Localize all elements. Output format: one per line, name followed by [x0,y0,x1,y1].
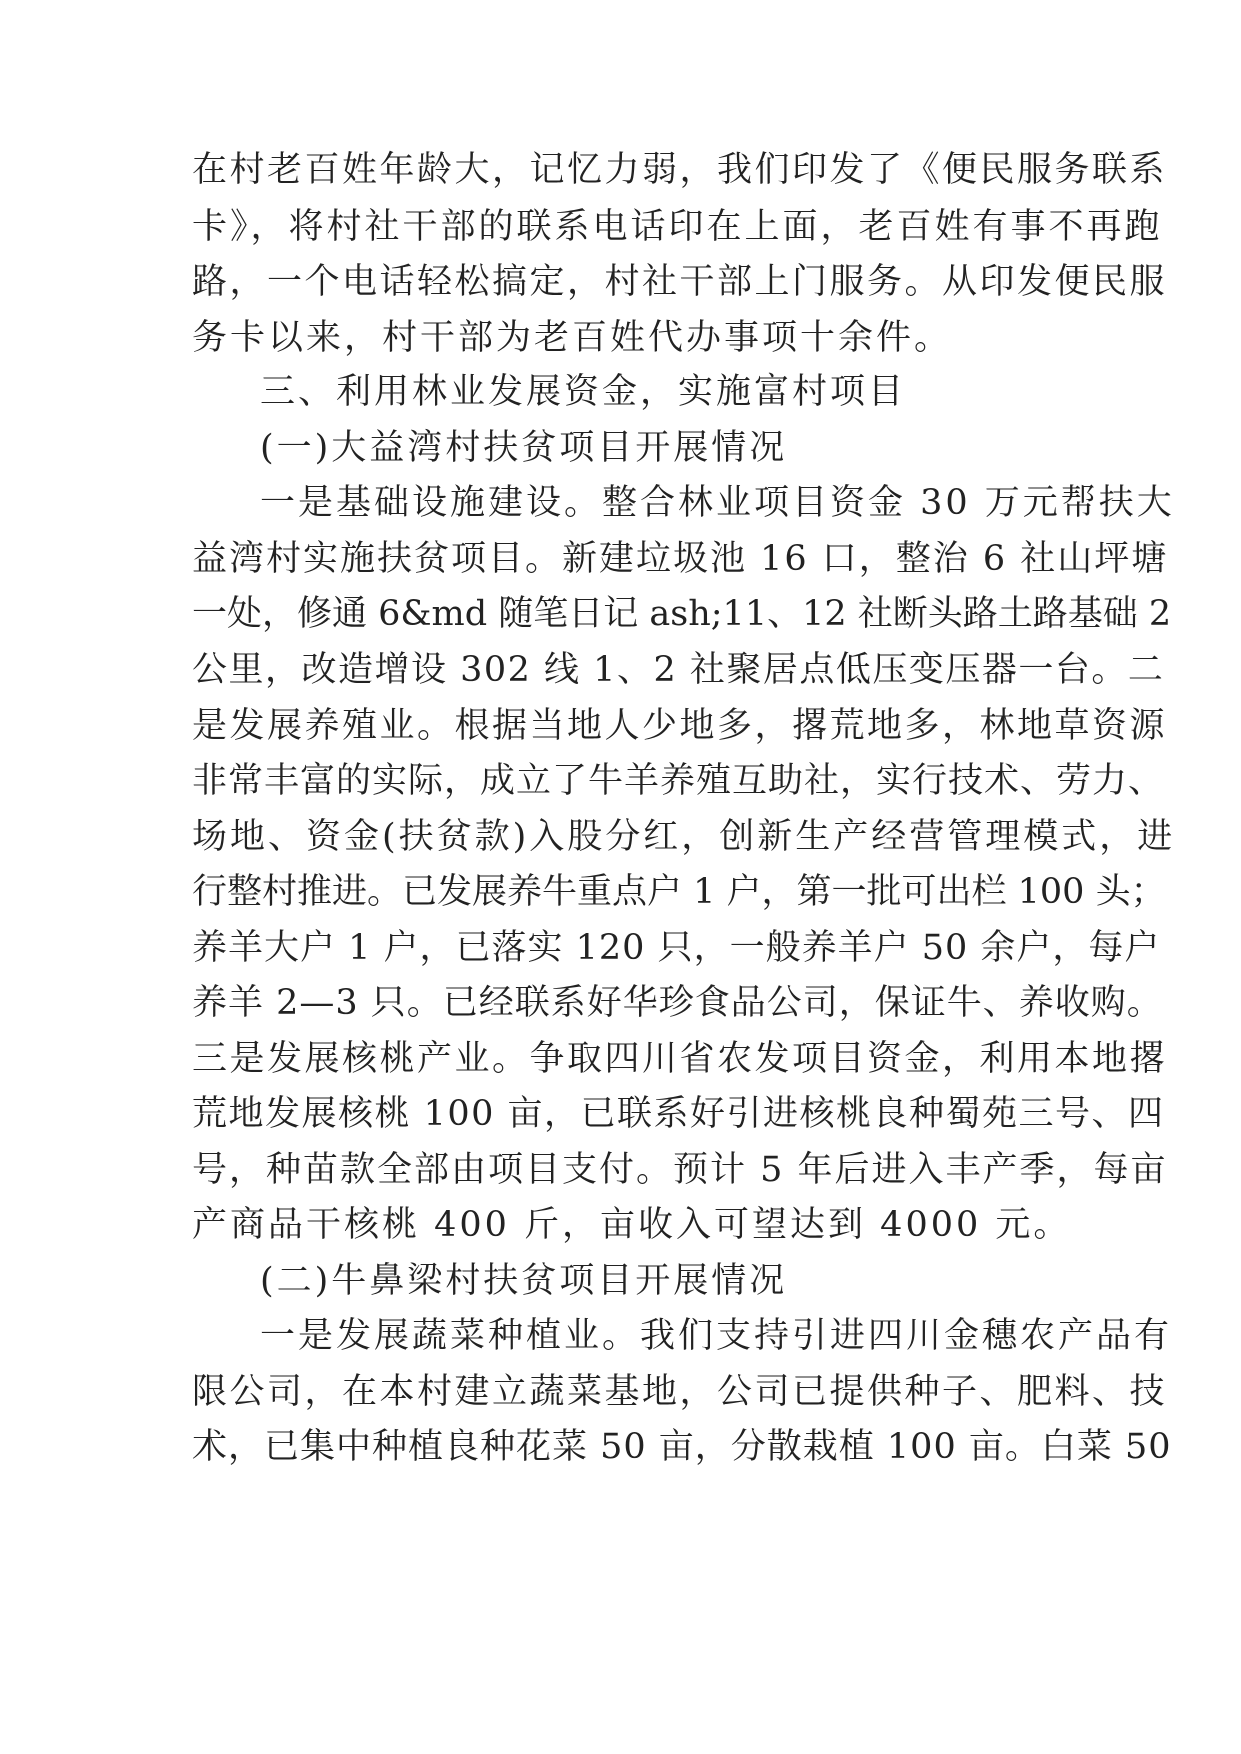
body-text-line: 在村老百姓年龄大，记忆力弱，我们印发了《便民服务联系 [192,150,1168,190]
body-text-line: 路，一个电话轻松搞定，村社干部上门服务。从印发便民服 [192,262,1168,302]
body-text-line: 行整村推进。已发展养牛重点户 1 户，第一批可出栏 100 头； [192,872,1166,912]
body-text-line: 卡》，将村社干部的联系电话印在上面，老百姓有事不再跑 [192,207,1163,247]
paragraph-first-line: 一是发展蔬菜种植业。我们支持引进四川金穗农产品有 [260,1316,1173,1356]
body-text-line: 号，种苗款全部由项目支付。预计 5 年后进入丰产季，每亩 [192,1150,1168,1190]
body-text-line: 益湾村实施扶贫项目。新建垃圾池 16 口，整治 6 社山坪塘 [192,539,1169,579]
body-text-line: 务卡以来，村干部为老百姓代办事项十余件。 [192,318,953,358]
body-text-line: 非常丰富的实际，成立了牛羊养殖互助社，实行技术、劳力、 [192,761,1165,801]
body-text-line: 是发展养殖业。根据当地人少地多，撂荒地多，林地草资源 [192,706,1168,746]
body-text-line: 三是发展核桃产业。争取四川省农发项目资金，利用本地撂 [192,1039,1168,1079]
body-text-line: 荒地发展核桃 100 亩，已联系好引进核桃良种蜀苑三号、四 [192,1094,1165,1134]
body-text-line: 公里，改造增设 302 线 1、2 社聚居点低压变压器一台。二 [192,650,1165,690]
body-text-line: 限公司，在本村建立蔬菜基地，公司已提供种子、肥料、技 [192,1372,1168,1412]
body-text-line: 场地、资金(扶贫款)入股分红，创新生产经营管理模式，进 [192,817,1176,857]
body-text-line: 产商品干核桃 400 斤，亩收入可望达到 4000 元。 [192,1205,1072,1245]
body-text-line: 一处，修通 6&md 随笔日记 ash;11、12 社断头路土路基础 2 [192,594,1172,634]
body-text-line: 术，已集中种植良种花菜 50 亩，分散栽植 100 亩。白菜 50 [192,1427,1172,1467]
section-heading: 三、利用林业发展资金，实施富村项目 [260,372,907,412]
subsection-heading: (二)牛鼻梁村扶贫项目开展情况 [260,1261,788,1301]
body-text-line: 养羊大户 1 户，已落实 120 只，一般养羊户 50 余户，每户 [192,928,1161,968]
paragraph-first-line: 一是基础设施建设。整合林业项目资金 30 万元帮扶大 [260,483,1175,523]
body-text-line: 养羊 2—3 只。已经联系好华珍食品公司，保证牛、养收购。 [192,983,1163,1023]
subsection-heading: (一)大益湾村扶贫项目开展情况 [260,428,788,468]
